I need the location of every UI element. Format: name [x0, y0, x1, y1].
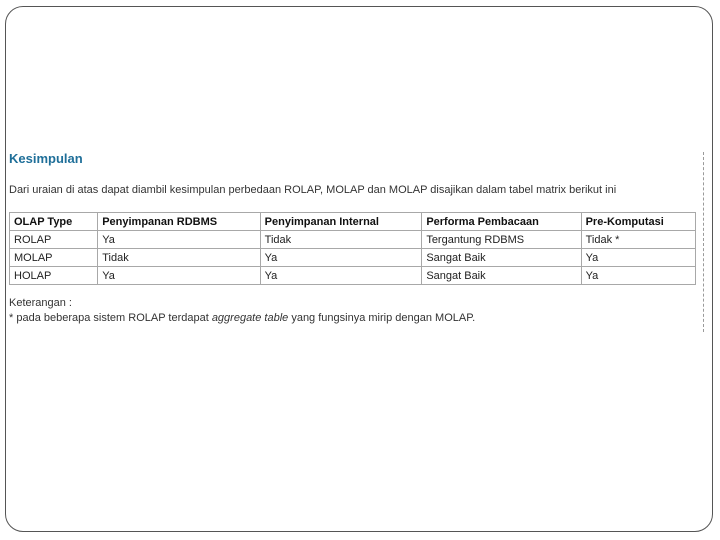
table-cell: Ya: [98, 267, 260, 285]
table-cell: MOLAP: [10, 249, 98, 267]
table-cell: Ya: [260, 249, 422, 267]
table-row: [10, 249, 696, 267]
notes-block: [9, 296, 475, 326]
footnote-emphasis: aggregate table: [211, 312, 289, 324]
table-header-row: [10, 213, 696, 231]
table-cell: Tidak: [260, 231, 422, 249]
footnote-suffix: yang fungsinya mirip dengan MOLAP.: [288, 312, 476, 324]
header-performa-pembacaan: Performa Pembacaan: [422, 213, 581, 231]
header-penyimpanan-internal: Penyimpanan Internal: [260, 213, 422, 231]
header-pre-komputasi: Pre-Komputasi: [581, 213, 695, 231]
table-cell: Tergantung RDBMS: [422, 231, 581, 249]
table-cell: HOLAP: [10, 267, 98, 285]
table-cell: Ya: [260, 267, 422, 285]
table-cell: Ya: [581, 249, 695, 267]
dotted-divider: [703, 152, 704, 332]
intro-paragraph: Dari uraian di atas dapat diambil kesimpulan perbedaan ROLAP, MOLAP dan MOLAP disajikan dalam tabel matrix berikut ini: [9, 184, 617, 196]
table-row: [10, 231, 696, 249]
table-cell: Tidak *: [581, 231, 695, 249]
section-heading: Kesimpulan: [9, 151, 83, 166]
header-olap-type: OLAP Type: [10, 213, 98, 231]
table-cell: Sangat Baik: [422, 249, 581, 267]
header-penyimpanan-rdbms: Penyimpanan RDBMS: [98, 213, 260, 231]
table-cell: ROLAP: [10, 231, 98, 249]
table-cell: Ya: [581, 267, 695, 285]
notes-label: Keterangan :: [9, 297, 72, 309]
comparison-table: [9, 212, 696, 285]
notes-footnote: [9, 311, 475, 326]
table-cell: Tidak: [98, 249, 260, 267]
table-cell: Ya: [98, 231, 260, 249]
table-cell: Sangat Baik: [422, 267, 581, 285]
table-row: [10, 267, 696, 285]
footnote-prefix: * pada beberapa sistem ROLAP terdapat: [9, 312, 212, 324]
